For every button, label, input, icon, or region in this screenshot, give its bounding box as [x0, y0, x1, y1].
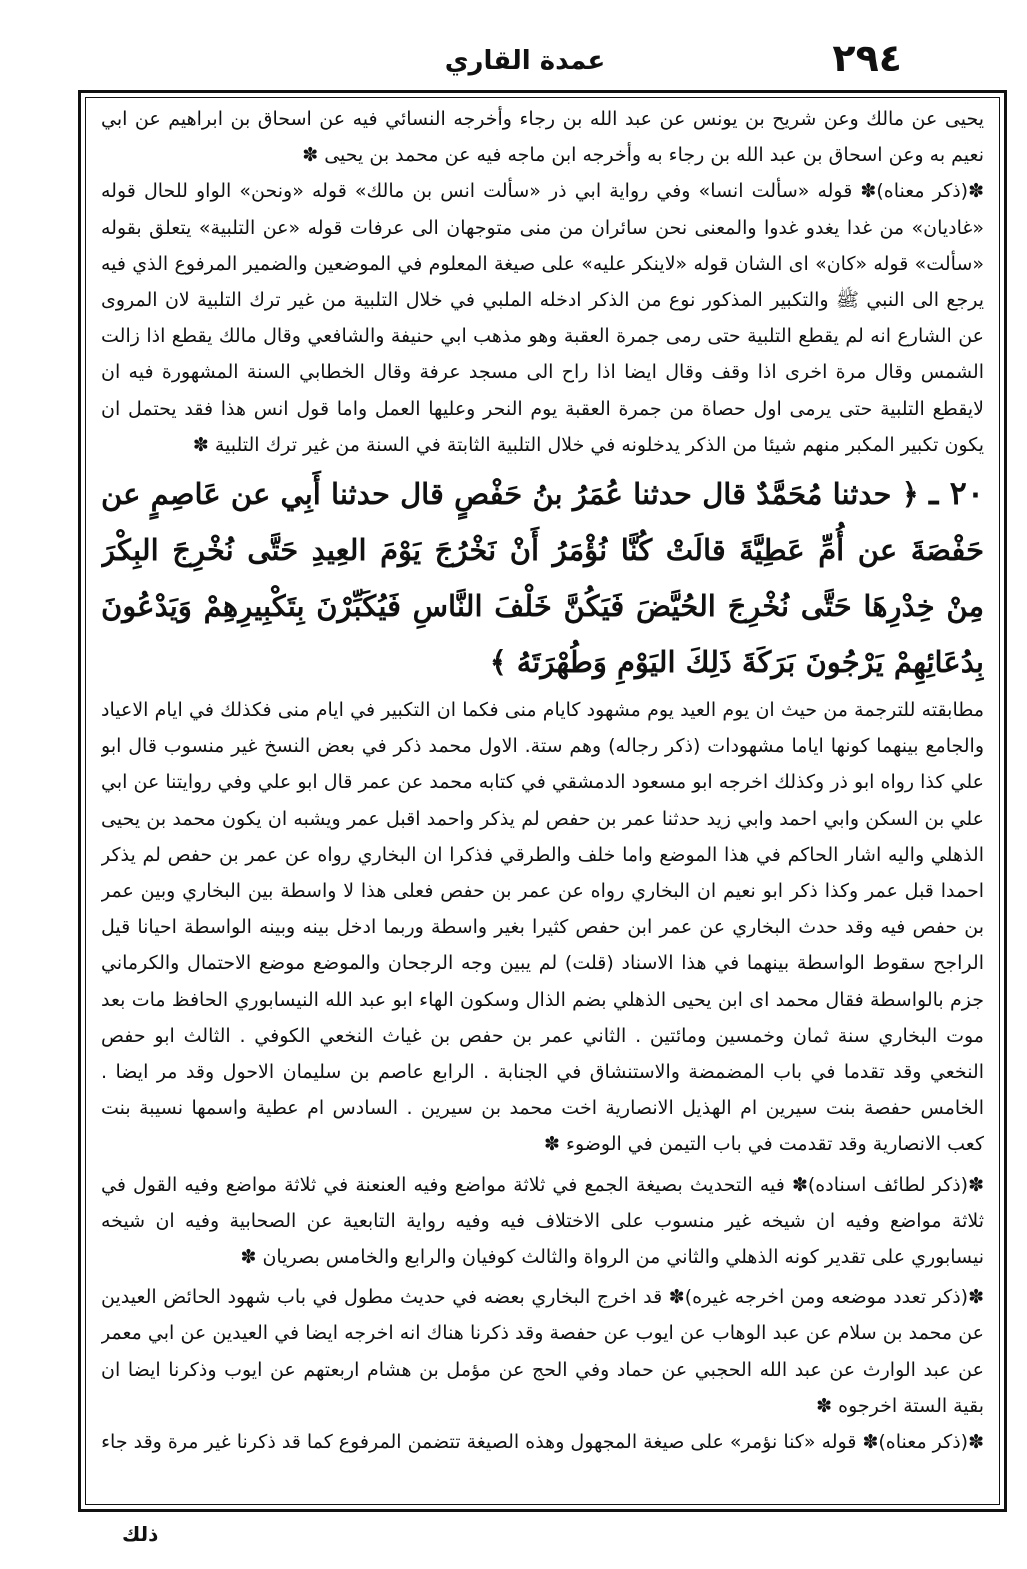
paragraph-meaning-1: ✽(ذكر معناه)✽ قوله «سألت انسا» وفي رواية ابي ذر «سألت انس بن مالك» قوله «ونحن» الواو للحال قوله «غاديان» من غدا يغدو غدوا والمعنى نحن سائران من منى متوجهان الى عرفات قوله «عن التلبية» يتعلق بقوله «سألت» قوله «كان» اى الشان قوله «لاينكر عليه» على صيغة المعلوم في الموضعين والضمير المرفوع الذي فيه يرجع الى النبي ﷺ والتكبير المذكور نوع من الذكر ادخله الملبي في خلال التلبية من غير ترك التلبية لان المروى عن الشارع انه لم يقطع التلبية حتى رمى جمرة العقبة وهو مذهب ابي حنيفة والشافعي وقال مالك يقطع اذا زالت الشمس وقال مرة اخرى اذا وقف وقال ايضا اذا راح الى مسجد عرفة وقال الخطابي السنة المشهورة فيه ان لايقطع التلبية حتى يرمى اول حصاة من جمرة العقبة يوم النحر وعليها العمل واما قول انس هذا فقد يحتمل ان يكون تكبير المكبر منهم شيئا من الذكر يدخلونه في خلال التلبية الثابتة في السنة من غير ترك التلبية ✽ [101, 180, 984, 456]
paragraph-narrators: مطابقته للترجمة من حيث ان يوم العيد يوم مشهود كايام منى فكما ان التكبير في ايام منى فكذلك في ايام الاعياد والجامع بينهما كونها اياما مشهودات (ذكر رجاله) وهم ستة. الاول محمد ذكر في بعض النسخ غير منسوب قال ابو علي كذا رواه ابو ذر وكذلك اخرجه ابو مسعود الدمشقي في كتابه محمد عن عمر قال ابو علي وفي روايتنا عن ابي علي بن السكن وابي احمد وابي زيد حدثنا عمر بن حفص لم يذكر واحمد اقبل عمر ويشبه ان يكون محمد بن يحيى الذهلي واليه اشار الحاكم في هذا الموضع واما خلف والطرقي فذكرا ان البخاري رواه عن عمر بن حفص لم يذكر احمدا قبل عمر وكذا ذكر ابو نعيم ان البخاري رواه عن عمر بن حفص فعلى هذا لا واسطة بين البخاري وبين عمر بن حفص فيه وقد حدث البخاري عن عمر ابن حفص كثيرا بغير واسطة وربما ادخل بينه وبينه الواسطة احيانا قيل الراجح سقوط الواسطة بينهما في هذا الاسناد (قلت) لم يبين وجه الرجحان والموضع موضع الاحتمال والكرماني جزم بالواسطة فقال محمد اى ابن يحيى الذهلي بضم الذال وسكون الهاء ابو عبد الله النيسابوري الحافظ مات بعد موت البخاري سنة ثمان وخمسين ومائتين . الثاني عمر بن حفص بن غياث النخعي الكوفي . الثالث ابو حفص النخعي وقد تقدما في باب المضمضة والاستنشاق في الجنابة . الرابع عاصم بن سليمان الاحول وقد مر ايضا . الخامس حفصة بنت سيرين ام الهذيل الانصارية اخت محمد بن سيرين . السادس ام عطية واسمها نسيبة بنت كعب الانصارية وقد تقدمت في باب التيمن في الوضوء ✽ [101, 699, 984, 1156]
running-title: عمدة القاري [444, 46, 606, 76]
paragraph-sources: ✽(ذكر تعدد موضعه ومن اخرجه غيره)✽ قد اخرج البخاري بعضه في حديث مطول في باب شهود الحائض العيدين عن محمد بن سلام عن عبد الوهاب عن ايوب عن حفصة وقد ذكرنا هناك انه اخرجه ايضا في العيدين عن ابي معمر عن عبد الوارث عن عبد الله الحجبي عن حماد وفي الحج عن مؤمل بن هشام اربعتهم عن ايوب وذكرنا ايضا ان بقية الستة اخرجوه ✽ [101, 1286, 984, 1417]
body-text [101, 101, 984, 1501]
paragraph-meaning-2: ✽(ذكر معناه)✽ قوله «كنا نؤمر» على صيغة المجهول وهذه الصيغة تتضمن المرفوع كما قد ذكرنا غير مرة وقد جاء [101, 1431, 984, 1454]
hadith-text: ﴿ حدثنا مُحَمَّدٌ قال حدثنا عُمَرُ بنُ حَفْصٍ قال حدثنا أَبِي عن عَاصِمٍ عن حَفْصَةَ عن أُمِّ عَطِيَّةَ قالَتْ كُنَّا نُؤْمَرُ أَنْ نَخْرُجَ يَوْمَ العِيدِ حَتَّى نُخْرِجَ البِكْرَ مِنْ خِدْرِهَا حَتَّى نُخْرِجَ الحُيَّضَ فَيَكُنَّ خَلْفَ النَّاسِ فَيُكَبِّرْنَ بِتَكْبِيرِهِمْ وَيَدْعُونَ بِدُعَائِهِمْ يَرْجُونَ بَرَكَةَ ذَلِكَ اليَوْمِ وَطُهْرَتَهُ ﴾ [101, 477, 984, 680]
page-number: ٢٩٤ [832, 36, 902, 80]
catchword: ذلك [122, 1522, 159, 1546]
hadith-block [101, 465, 984, 690]
hadith-number: ٢٠ ـ [928, 474, 984, 513]
paragraph-isnad-notes: ✽(ذكر لطائف اسناده)✽ فيه التحديث بصيغة الجمع في ثلاثة مواضع وفيه العنعنة في ثلاثة مواضع وفيه القول في ثلاثة مواضع وفيه ان شيخه غير منسوب على الاختلاف فيه وفيه رواية التابعية عن الصحابية وفيه ان شيخه نيسابوري على تقدير كونه الذهلي والثاني من الرواة والثالث كوفيان والرابع والخامس بصريان ✽ [101, 1173, 984, 1269]
page-header [90, 30, 960, 86]
paragraph-transmission: يحيى عن مالك وعن شريح بن يونس عن عبد الله بن رجاء وأخرجه النسائي فيه عن اسحاق بن ابراهيم عن ابي نعيم به وعن اسحاق بن عبد الله بن رجاء به وأخرجه ابن ماجه فيه عن محمد بن يحيى ✽ [101, 108, 984, 167]
page-frame [78, 90, 1007, 1512]
